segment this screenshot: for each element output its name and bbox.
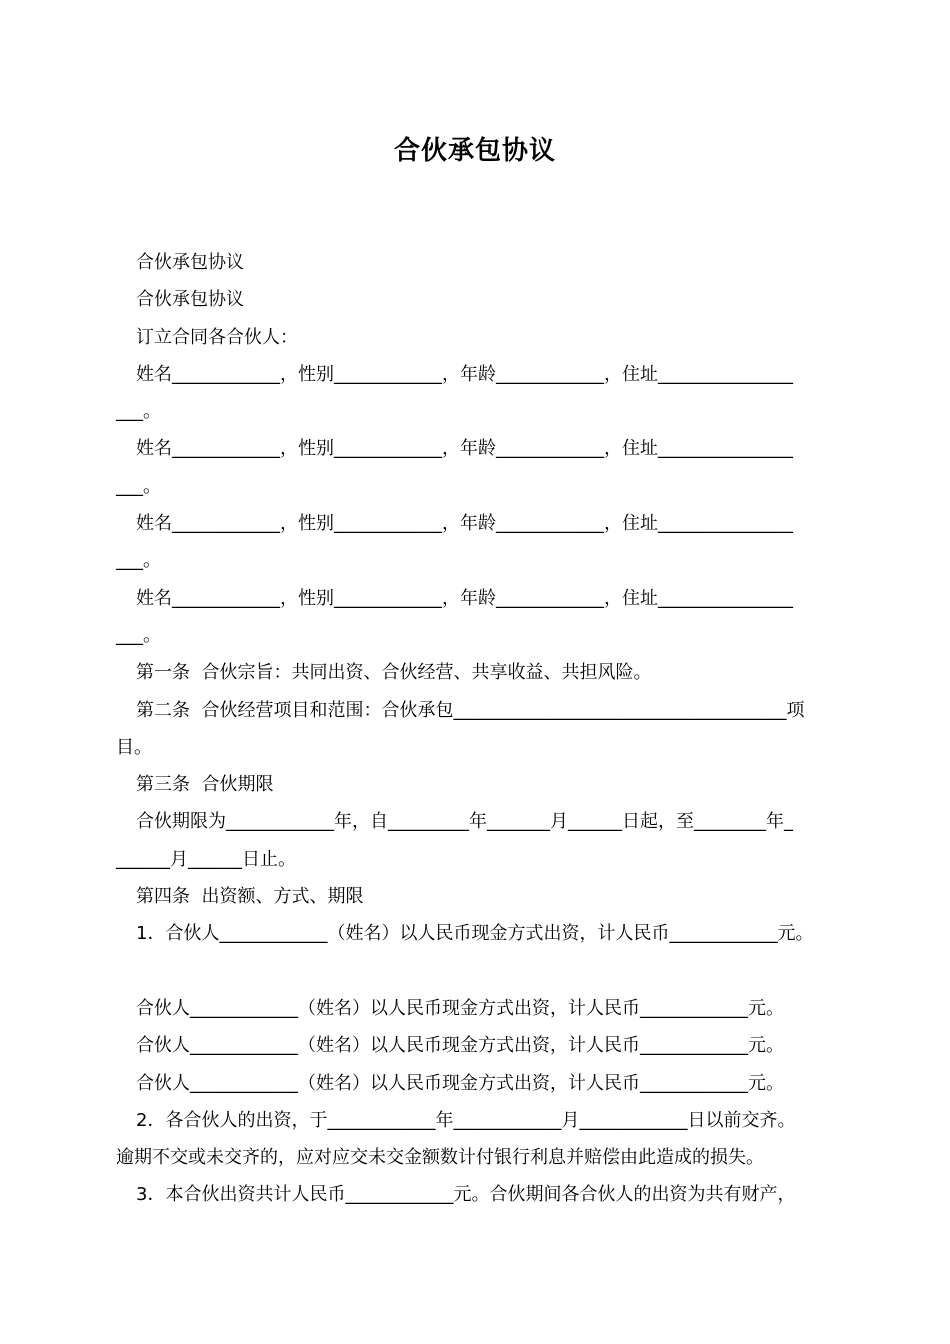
body-line: 合伙期限为____________年，自_________年_______月______日起，至________年_ bbox=[136, 811, 793, 833]
body-line: 第二条 合伙经营项目和范围：合伙承包_____________________________________项 bbox=[136, 699, 805, 721]
body-line: 合伙人____________（姓名）以人民币现金方式出资，计人民币____________元。 bbox=[136, 997, 784, 1019]
body-line: ___。 bbox=[116, 550, 161, 572]
document-title: 合伙承包协议 bbox=[393, 136, 556, 166]
body-line: ______月______日止。 bbox=[116, 848, 296, 870]
body-line: ___。 bbox=[116, 475, 161, 497]
body-line: 合伙承包协议 bbox=[136, 252, 244, 273]
body-line: 2．各合伙人的出资，于____________年____________月____________日以前交齐。 bbox=[136, 1109, 796, 1131]
body-line: ___。 bbox=[116, 624, 161, 646]
body-line: 姓名____________，性别____________，年龄____________，住址_______________ bbox=[136, 438, 793, 460]
body-line: 逾期不交或未交齐的，应对应交未交金额数计付银行利息并赔偿由此造成的损失。 bbox=[116, 1147, 764, 1169]
body-line: 姓名____________，性别____________，年龄____________，住址_______________ bbox=[136, 513, 793, 535]
body-line: ___。 bbox=[116, 401, 161, 423]
body-line: 第四条 出资额、方式、期限 bbox=[136, 886, 364, 908]
body-line: 合伙人____________（姓名）以人民币现金方式出资，计人民币____________元。 bbox=[136, 1072, 784, 1094]
body-line: 姓名____________，性别____________，年龄____________，住址_______________ bbox=[136, 363, 793, 385]
document-body bbox=[116, 244, 846, 1214]
body-line: 第三条 合伙期限 bbox=[136, 774, 274, 796]
body-line: 目。 bbox=[116, 736, 152, 758]
body-line: 合伙人____________（姓名）以人民币现金方式出资，计人民币____________元。 bbox=[136, 1035, 784, 1057]
body-line: 第一条 合伙宗旨：共同出资、合伙经营、共享收益、共担风险。 bbox=[136, 662, 652, 684]
body-line: 合伙承包协议 bbox=[136, 289, 244, 311]
body-line: 3．本合伙出资共计人民币____________元。合伙期间各合伙人的出资为共有财产， bbox=[136, 1184, 796, 1206]
body-line: 姓名____________，性别____________，年龄____________，住址_______________ bbox=[136, 587, 793, 609]
body-line: 1．合伙人____________（姓名）以人民币现金方式出资，计人民币____________元。 bbox=[136, 923, 814, 945]
body-line bbox=[116, 953, 846, 990]
body-line: 订立合同各合伙人： bbox=[136, 326, 298, 348]
